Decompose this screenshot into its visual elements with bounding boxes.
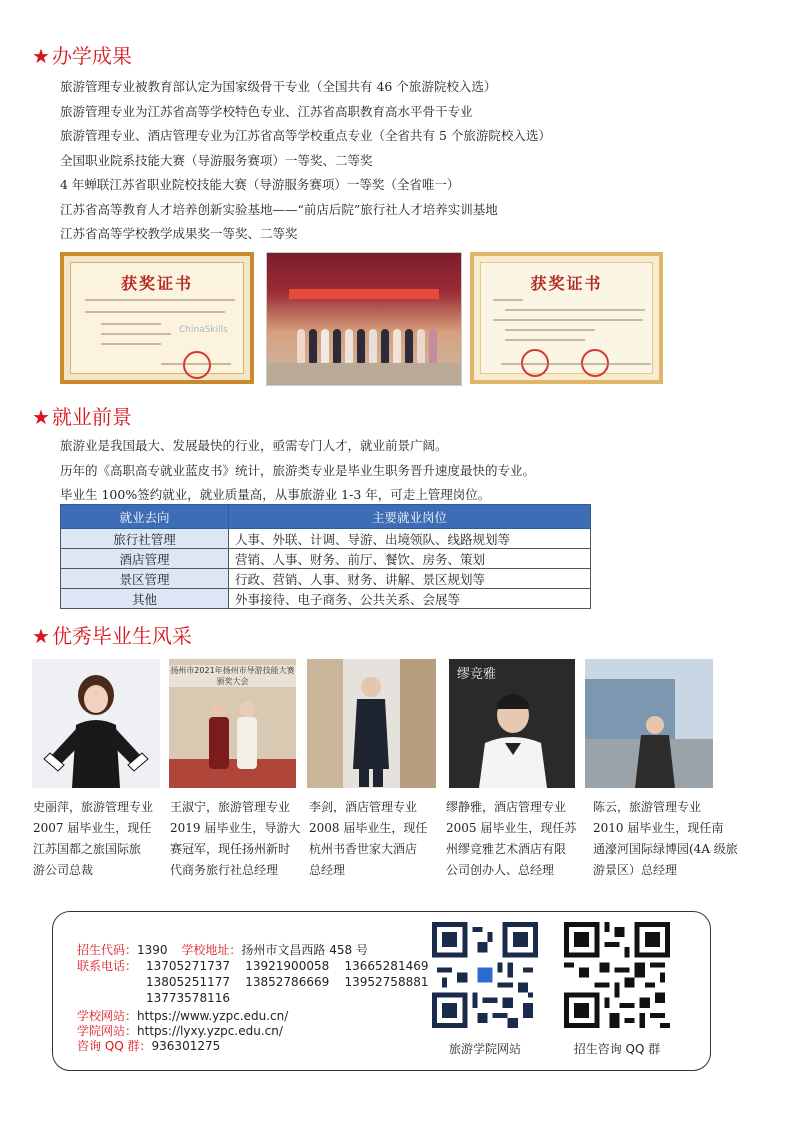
achievements-list: [60, 75, 551, 247]
graduate-caption-2: 王淑宁，旅游管理专业 2019 届毕业生，导游大 赛冠军，现任扬州新时 代商务旅行社总经理: [170, 800, 301, 877]
table-header: 就业去向: [61, 505, 229, 529]
red-stamp-icon: [183, 351, 211, 379]
graduate-caption-1: 史丽萍，旅游管理专业 2007 届毕业生，现任 江苏国都之旅国际旅 游公司总裁: [33, 800, 154, 877]
graduate-caption-5: 陈云，旅游管理专业 2010 届毕业生，现任南 通濠河国际绿博园(4A 级旅 游景区）总经理: [593, 800, 738, 877]
certificate-title: 获奖证书: [120, 274, 193, 293]
table-row: 景区管理 行政、营销、人事、财务、讲解、景区规划等: [61, 569, 591, 589]
certificate-title: 获奖证书: [530, 274, 603, 293]
employment-text: [60, 434, 535, 508]
qr-code-icon[interactable]: [564, 922, 670, 1028]
achievement-item: 旅游管理专业、酒店管理专业为江苏省高等学校重点专业（全省共有 5 个旅游院校入选）: [60, 128, 551, 143]
graduate-photo-4: [449, 659, 575, 788]
magazine-title: 缪竞雅: [457, 667, 497, 682]
college-website-row: 学院网站：https://lyxy.yzpc.edu.cn/: [77, 1024, 283, 1038]
award-certificate-photo-1: [60, 252, 254, 384]
star-icon: ★: [32, 624, 50, 648]
graduate-photo-2: 扬州市2021年扬州市导游技能大赛 颁奖大会: [169, 659, 296, 788]
employment-line: 历年的《高职高专就业蓝皮书》统计，旅游类专业是毕业生职务晋升速度最快的专业。: [60, 462, 536, 478]
achievement-item: 旅游管理专业为江苏省高等学校特色专业、江苏省高职教育高水平骨干专业: [60, 103, 473, 119]
phone-label: 联系电话：: [77, 959, 138, 973]
achievement-item: 江苏省高等学校教学成果奖一等奖、二等奖: [60, 226, 298, 241]
table-row: 其他 外事接待、电子商务、公共关系、会展等: [61, 589, 591, 609]
employment-line: 旅游业是我国最大、发展最快的行业，亟需专门人才，就业前景广阔。: [60, 438, 448, 453]
school-website-link[interactable]: https://www.yzpc.edu.cn/: [137, 1009, 289, 1023]
graduate-photo-1: [32, 659, 160, 788]
section-title-graduates: ★ 优秀毕业生风采: [32, 624, 192, 648]
graduate-photo-3: [307, 659, 436, 788]
achievement-item: 4 年蝉联江苏省职业院校技能大赛（导游服务赛项）一等奖（全省唯一）: [60, 177, 460, 192]
chinaskills-watermark: ChinaSkills: [179, 325, 228, 335]
section-title-employment: ★ 就业前景: [32, 405, 132, 429]
qq-group-row: 咨询 QQ 群：936301275: [77, 1039, 221, 1053]
qr-code-icon[interactable]: [432, 922, 538, 1028]
employment-table: [60, 504, 591, 609]
achievement-item: 江苏省高等教育人才培养创新实验基地——“前店后院”旅行社人才培养实训基地: [60, 201, 498, 217]
star-icon: ★: [32, 44, 50, 68]
college-website-link[interactable]: https://lyxy.yzpc.edu.cn/: [137, 1024, 283, 1038]
contact-box: [52, 911, 711, 1071]
achievement-item: 全国职业院系技能大赛（导游服务赛项）一等奖、二等奖: [60, 152, 373, 168]
enrollment-code-row: 招生代码：1390 学校地址：扬州市文昌西路 458 号: [77, 943, 368, 957]
school-website-row: 学校网站：https://www.yzpc.edu.cn/: [77, 1009, 289, 1023]
employment-line: 毕业生 100%签约就业，就业质量高，从事旅游业 1-3 年，可走上管理岗位。: [60, 487, 491, 502]
award-certificate-photo-2: [470, 252, 663, 384]
graduate-photo-5: [585, 659, 713, 788]
qr-label-college: 旅游学院网站: [448, 1042, 521, 1056]
graduate-caption-3: 李剑，酒店管理专业 2008 届毕业生，现任 杭州书香世家大酒店 总经理: [309, 800, 428, 877]
section-title-achievements: ★ 办学成果: [32, 44, 132, 68]
qr-label-qq: 招生咨询 QQ 群: [573, 1042, 661, 1056]
phone-list: 13705271737 13921900058 13665281469 13805251177 13852786669 13952758881 13773578116: [146, 959, 429, 1005]
table-row: 旅行社管理 人事、外联、计调、导游、出境领队、线路规划等: [61, 529, 591, 549]
star-icon: ★: [32, 405, 50, 429]
table-row: 酒店管理 营销、人事、财务、前厅、餐饮、房务、策划: [61, 549, 591, 569]
table-header: 主要就业岗位: [229, 505, 591, 529]
ceremony-banner: [289, 289, 439, 299]
achievement-item: 旅游管理专业被教育部认定为国家级骨干专业（全国共有 46 个旅游院校入选）: [60, 79, 497, 94]
award-ceremony-photo: [266, 252, 462, 386]
graduate-caption-4: 缪静雅，酒店管理专业 2005 届毕业生，现任苏 州缪竞雅艺术酒店有限 公司创办人、总经理: [446, 800, 577, 877]
